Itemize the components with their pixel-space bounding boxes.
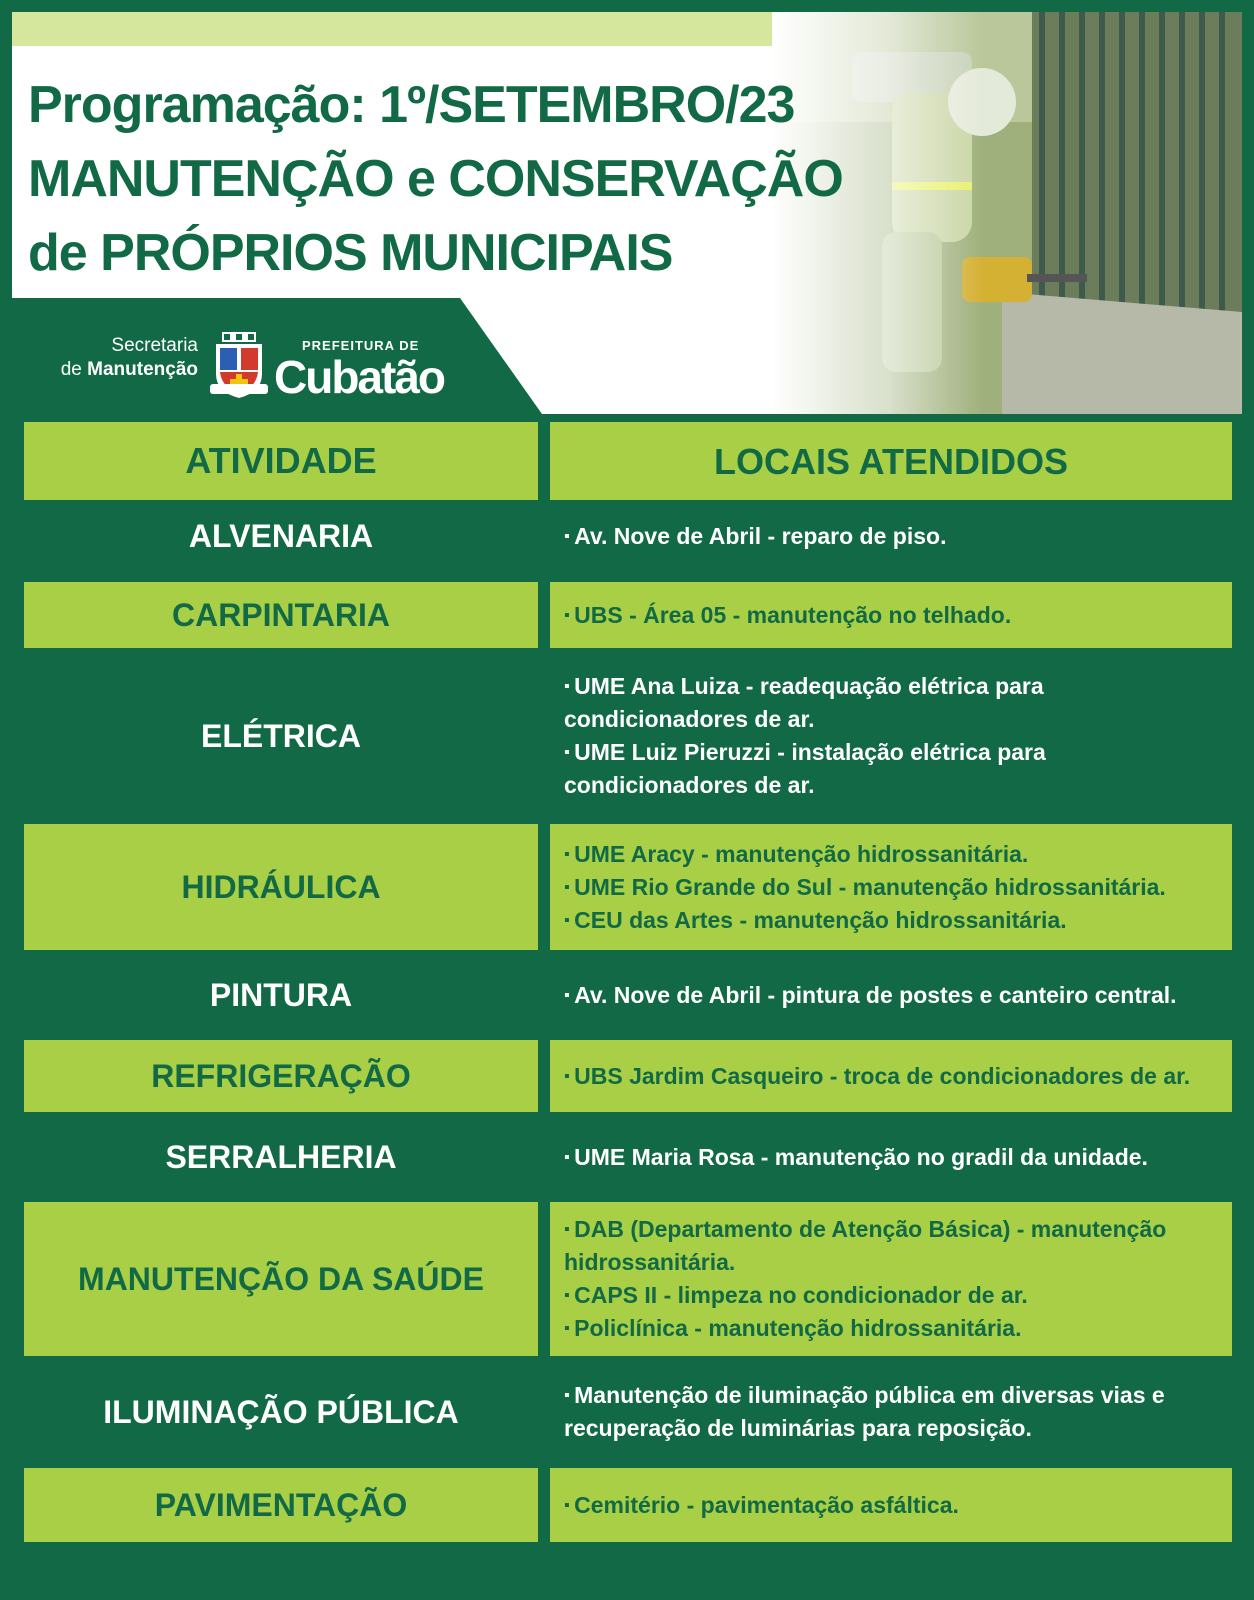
locations-cell [550, 500, 1232, 572]
title-line-scope: de PRÓPRIOS MUNICIPAIS [28, 224, 673, 282]
location-item: ▪ UME Aracy - manutenção hidrossanitária. [564, 838, 1226, 871]
table-row [24, 1122, 1234, 1192]
column-header-locations: LOCAIS ATENDIDOS [550, 422, 1232, 500]
location-item: ▪ UME Rio Grande do Sul - manutenção hidrossanitária. [564, 871, 1226, 904]
city-logo-text: Cubatão [274, 351, 444, 403]
column-header-activity: ATIVIDADE [24, 422, 538, 500]
location-item: ▪ UME Maria Rosa - manutenção no gradil da unidade. [564, 1141, 1226, 1174]
title-line-subject: MANUTENÇÃO e CONSERVAÇÃO [28, 150, 843, 208]
activity-cell: PINTURA [24, 960, 538, 1030]
location-item: ▪ CEU das Artes - manutenção hidrossanitária. [564, 904, 1226, 937]
locations-cell [550, 824, 1232, 950]
locations-cell [550, 1040, 1232, 1112]
table-row [24, 1468, 1234, 1542]
table-row [24, 500, 1234, 572]
locations-cell [550, 1366, 1232, 1458]
activity-cell: CARPINTARIA [24, 582, 538, 648]
page-title [28, 68, 888, 290]
table-row [24, 1040, 1234, 1112]
secretaria-line1: Secretaria [111, 335, 198, 356]
location-item: ▪ Av. Nove de Abril - reparo de piso. [564, 520, 1226, 553]
city-crest-icon [208, 330, 270, 402]
location-item: ▪ DAB (Departamento de Atenção Básica) - manutenção hidrossanitária. [564, 1213, 1226, 1279]
header [12, 12, 1242, 414]
location-item: ▪ CAPS II - limpeza no condicionador de ar. [564, 1279, 1226, 1312]
table-row [24, 582, 1234, 648]
secretaria-label [38, 334, 198, 382]
activity-cell: REFRIGERAÇÃO [24, 1040, 538, 1112]
table-row [24, 658, 1234, 814]
title-line-date: Programação: 1º/SETEMBRO/23 [28, 76, 795, 134]
table-header-row [24, 422, 1234, 500]
prefeitura-label: PREFEITURA DE [302, 338, 420, 353]
secretaria-prefix: de [60, 359, 82, 380]
locations-cell [550, 960, 1232, 1030]
location-item: ▪ UME Ana Luiza - readequação elétrica para condicionadores de ar. [564, 670, 1226, 736]
table-row [24, 1202, 1234, 1356]
location-item: ▪ Policlínica - manutenção hidrossanitária. [564, 1312, 1226, 1345]
activity-cell: HIDRÁULICA [24, 824, 538, 950]
table-row [24, 824, 1234, 950]
locations-cell [550, 658, 1232, 814]
locations-cell [550, 1468, 1232, 1542]
location-item: ▪ Av. Nove de Abril - pintura de postes e canteiro central. [564, 979, 1226, 1012]
table-row [24, 960, 1234, 1030]
activity-cell: ILUMINAÇÃO PÚBLICA [24, 1366, 538, 1458]
secretaria-name: Manutenção [87, 359, 198, 380]
activity-cell: ALVENARIA [24, 500, 538, 572]
activity-cell: ELÉTRICA [24, 658, 538, 814]
location-item: ▪ UBS Jardim Casqueiro - troca de condicionadores de ar. [564, 1060, 1226, 1093]
activity-cell: SERRALHERIA [24, 1122, 538, 1192]
activity-cell: PAVIMENTAÇÃO [24, 1468, 538, 1542]
location-item: ▪ Manutenção de iluminação pública em diversas vias e recuperação de luminárias para reposição. [564, 1379, 1226, 1445]
location-item: ▪ Cemitério - pavimentação asfáltica. [564, 1489, 1226, 1522]
locations-cell [550, 1202, 1232, 1356]
location-item: ▪ UBS - Área 05 - manutenção no telhado. [564, 599, 1226, 632]
activity-cell: MANUTENÇÃO DA SAÚDE [24, 1202, 538, 1356]
location-item: ▪ UME Luiz Pieruzzi - instalação elétrica para condicionadores de ar. [564, 736, 1226, 802]
locations-cell [550, 582, 1232, 648]
table-row [24, 1366, 1234, 1458]
locations-cell [550, 1122, 1232, 1192]
